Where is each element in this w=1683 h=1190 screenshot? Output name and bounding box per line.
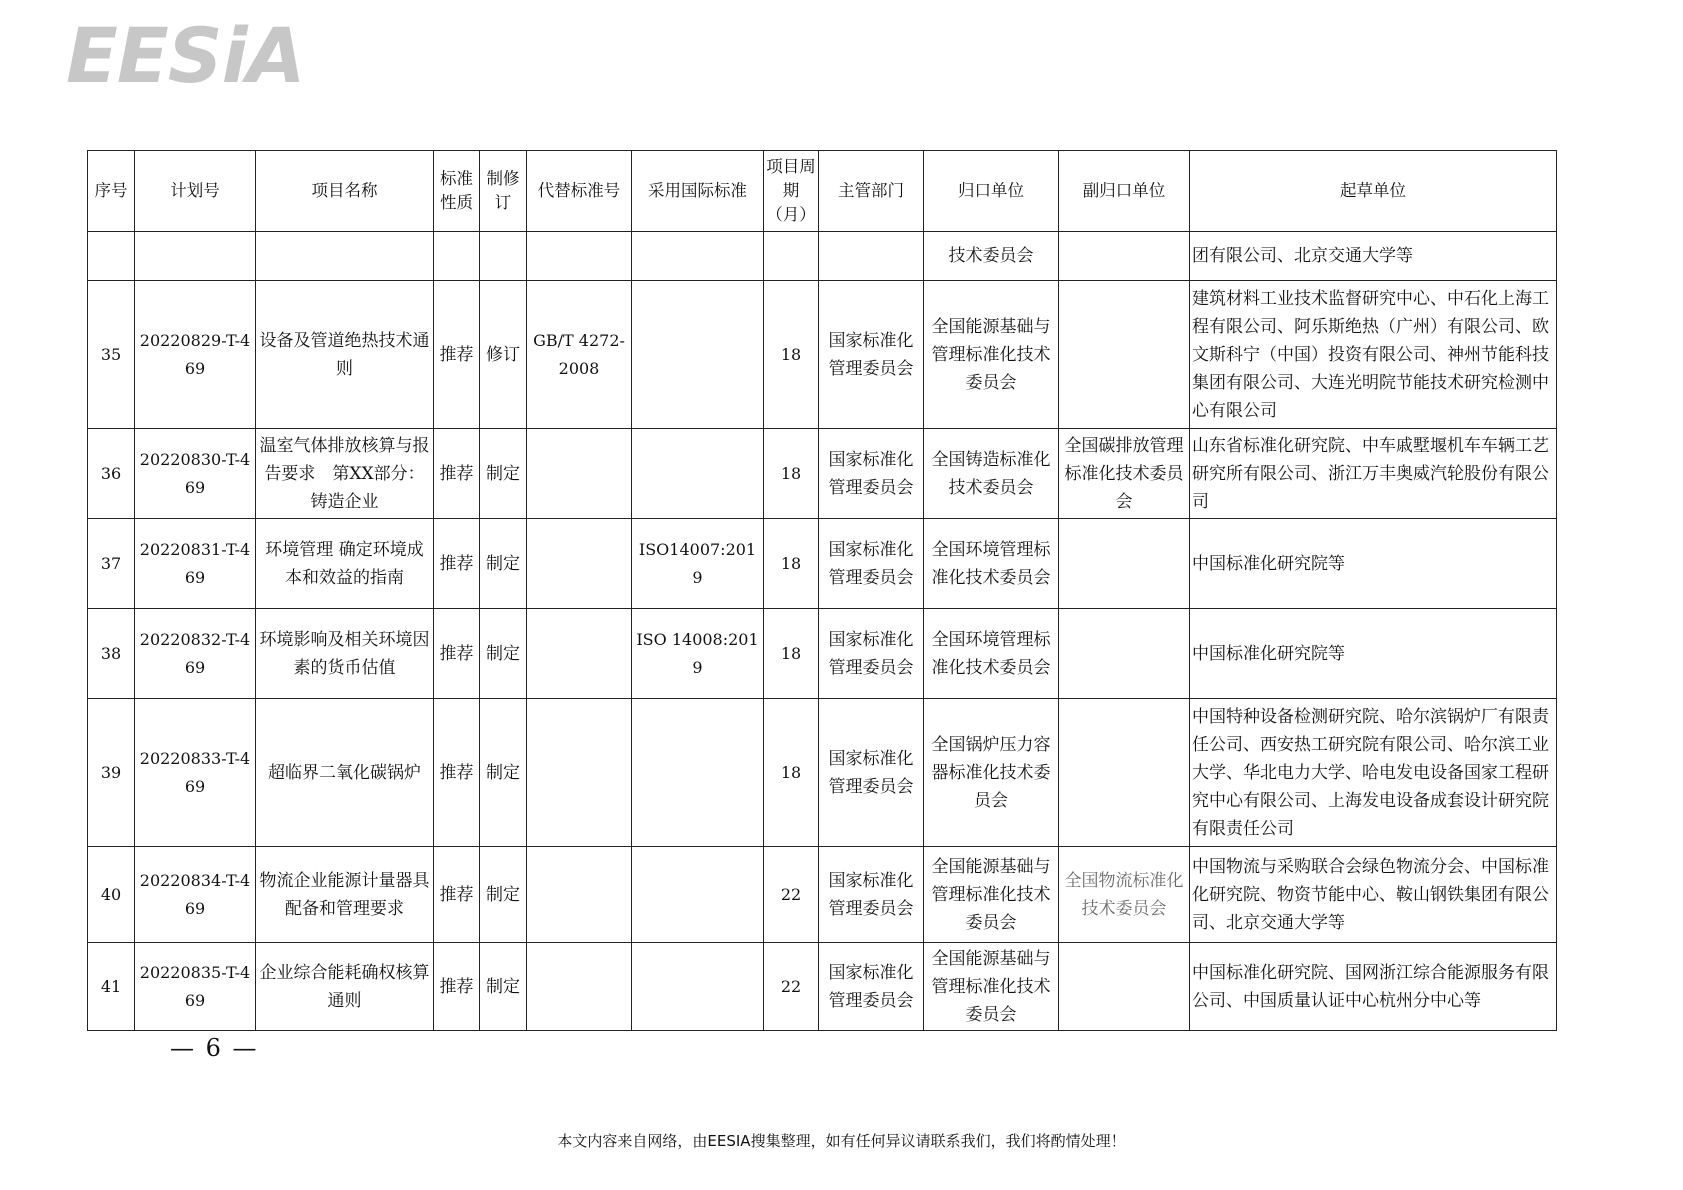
page-number: — 6 — xyxy=(170,1034,259,1062)
header-plan-number: 计划号 xyxy=(135,151,256,232)
cell-replaced-standard xyxy=(527,232,632,281)
cell-standard-nature: 推荐 xyxy=(434,281,480,429)
header-international-standard: 采用国际标准 xyxy=(632,151,764,232)
cell-plan-number xyxy=(135,232,256,281)
cell-drafting-units: 中国标准化研究院等 xyxy=(1190,609,1557,699)
cell-replaced-standard xyxy=(527,429,632,519)
cell-plan-number: 20220829-T-469 xyxy=(135,281,256,429)
cell-drafting-units: 中国标准化研究院、国网浙江综合能源服务有限公司、中国质量认证中心杭州分中心等 xyxy=(1190,943,1557,1031)
cell-standard-nature: 推荐 xyxy=(434,519,480,609)
cell-standard-nature: 推荐 xyxy=(434,609,480,699)
cell-project-cycle: 18 xyxy=(764,699,819,847)
cell-project-name: 环境影响及相关环境因素的货币估值 xyxy=(256,609,434,699)
header-project-cycle: 项目周期（月） xyxy=(764,151,819,232)
cell-international-standard xyxy=(632,943,764,1031)
cell-drafting-units: 中国物流与采购联合会绿色物流分会、中国标准化研究院、物资节能中心、鞍山钢铁集团有限公司、北京交通大学等 xyxy=(1190,847,1557,943)
cell-revision-type: 制定 xyxy=(480,609,527,699)
cell-seq xyxy=(88,232,135,281)
header-competent-department: 主管部门 xyxy=(819,151,924,232)
cell-deputy-unit: 全国碳排放管理标准化技术委员会 xyxy=(1059,429,1190,519)
cell-drafting-units: 中国特种设备检测研究院、哈尔滨锅炉厂有限责任公司、西安热工研究院有限公司、哈尔滨工业大学、华北电力大学、哈电发电设备国家工程研究中心有限公司、上海发电设备成套设计研究院有限责任公司 xyxy=(1190,699,1557,847)
cell-deputy-unit xyxy=(1059,609,1190,699)
cell-seq: 37 xyxy=(88,519,135,609)
cell-responsible-unit: 技术委员会 xyxy=(924,232,1059,281)
cell-deputy-unit xyxy=(1059,699,1190,847)
cell-project-name: 企业综合能耗确权核算通则 xyxy=(256,943,434,1031)
cell-responsible-unit: 全国环境管理标准化技术委员会 xyxy=(924,609,1059,699)
table-row-41 xyxy=(88,943,1557,1031)
cell-project-name: 超临界二氧化碳锅炉 xyxy=(256,699,434,847)
cell-seq: 38 xyxy=(88,609,135,699)
header-deputy-unit: 副归口单位 xyxy=(1059,151,1190,232)
cell-international-standard: ISO14007:2019 xyxy=(632,519,764,609)
table-row-35 xyxy=(88,281,1557,429)
cell-standard-nature: 推荐 xyxy=(434,847,480,943)
cell-international-standard xyxy=(632,281,764,429)
header-responsible-unit: 归口单位 xyxy=(924,151,1059,232)
cell-project-name xyxy=(256,232,434,281)
cell-replaced-standard xyxy=(527,699,632,847)
cell-standard-nature: 推荐 xyxy=(434,429,480,519)
cell-drafting-units: 中国标准化研究院等 xyxy=(1190,519,1557,609)
cell-competent-department: 国家标准化管理委员会 xyxy=(819,699,924,847)
cell-international-standard: ISO 14008:2019 xyxy=(632,609,764,699)
cell-responsible-unit: 全国能源基础与管理标准化技术委员会 xyxy=(924,847,1059,943)
cell-seq: 41 xyxy=(88,943,135,1031)
cell-international-standard xyxy=(632,429,764,519)
eesia-logo: EESiA xyxy=(66,11,305,100)
cell-deputy-unit xyxy=(1059,232,1190,281)
footer-disclaimer: 本文内容来自网络，由EESIA搜集整理，如有任何异议请联系我们，我们将酌情处理！ xyxy=(557,1132,1126,1150)
cell-revision-type: 制定 xyxy=(480,429,527,519)
table-row-continued xyxy=(88,232,1557,281)
header-revision-type: 制修订 xyxy=(480,151,527,232)
cell-revision-type xyxy=(480,232,527,281)
cell-revision-type: 制定 xyxy=(480,519,527,609)
cell-project-name: 环境管理 确定环境成本和效益的指南 xyxy=(256,519,434,609)
cell-plan-number: 20220835-T-469 xyxy=(135,943,256,1031)
table-row-39 xyxy=(88,699,1557,847)
cell-project-name: 设备及管道绝热技术通则 xyxy=(256,281,434,429)
cell-seq: 40 xyxy=(88,847,135,943)
cell-responsible-unit: 全国能源基础与管理标准化技术委员会 xyxy=(924,943,1059,1031)
cell-deputy-unit xyxy=(1059,943,1190,1031)
cell-replaced-standard xyxy=(527,943,632,1031)
cell-revision-type: 制定 xyxy=(480,943,527,1031)
cell-competent-department: 国家标准化管理委员会 xyxy=(819,281,924,429)
cell-plan-number: 20220830-T-469 xyxy=(135,429,256,519)
cell-drafting-units: 团有限公司、北京交通大学等 xyxy=(1190,232,1557,281)
cell-project-cycle: 18 xyxy=(764,429,819,519)
cell-seq: 36 xyxy=(88,429,135,519)
cell-project-name: 温室气体排放核算与报告要求 第XX部分：铸造企业 xyxy=(256,429,434,519)
cell-project-cycle: 18 xyxy=(764,281,819,429)
cell-replaced-standard: GB/T 4272-2008 xyxy=(527,281,632,429)
cell-replaced-standard xyxy=(527,519,632,609)
cell-competent-department: 国家标准化管理委员会 xyxy=(819,847,924,943)
cell-deputy-unit xyxy=(1059,281,1190,429)
table-header-row xyxy=(88,151,1557,232)
cell-plan-number: 20220834-T-469 xyxy=(135,847,256,943)
table-row-38 xyxy=(88,609,1557,699)
cell-drafting-units: 建筑材料工业技术监督研究中心、中石化上海工程有限公司、阿乐斯绝热（广州）有限公司、欧文斯科宁（中国）投资有限公司、神州节能科技集团有限公司、大连光明院节能技术研究检测中心有限公司 xyxy=(1190,281,1557,429)
cell-plan-number: 20220832-T-469 xyxy=(135,609,256,699)
cell-responsible-unit: 全国铸造标准化技术委员会 xyxy=(924,429,1059,519)
cell-competent-department xyxy=(819,232,924,281)
cell-drafting-units: 山东省标准化研究院、中车戚墅堰机车车辆工艺研究所有限公司、浙江万丰奥威汽轮股份有限公司 xyxy=(1190,429,1557,519)
cell-plan-number: 20220831-T-469 xyxy=(135,519,256,609)
cell-international-standard xyxy=(632,699,764,847)
table-row-37 xyxy=(88,519,1557,609)
cell-international-standard xyxy=(632,232,764,281)
cell-seq: 39 xyxy=(88,699,135,847)
cell-project-name: 物流企业能源计量器具配备和管理要求 xyxy=(256,847,434,943)
cell-competent-department: 国家标准化管理委员会 xyxy=(819,519,924,609)
cell-project-cycle: 18 xyxy=(764,609,819,699)
header-project-name: 项目名称 xyxy=(256,151,434,232)
header-replaced-standard: 代替标准号 xyxy=(527,151,632,232)
cell-project-cycle: 22 xyxy=(764,847,819,943)
header-seq: 序号 xyxy=(88,151,135,232)
cell-revision-type: 制定 xyxy=(480,699,527,847)
cell-international-standard xyxy=(632,847,764,943)
cell-standard-nature xyxy=(434,232,480,281)
table-row-40 xyxy=(88,847,1557,943)
cell-competent-department: 国家标准化管理委员会 xyxy=(819,429,924,519)
cell-seq: 35 xyxy=(88,281,135,429)
cell-standard-nature: 推荐 xyxy=(434,699,480,847)
cell-replaced-standard xyxy=(527,847,632,943)
cell-responsible-unit: 全国锅炉压力容器标准化技术委员会 xyxy=(924,699,1059,847)
cell-replaced-standard xyxy=(527,609,632,699)
table-row-36 xyxy=(88,429,1557,519)
cell-responsible-unit: 全国能源基础与管理标准化技术委员会 xyxy=(924,281,1059,429)
cell-revision-type: 修订 xyxy=(480,281,527,429)
cell-project-cycle: 18 xyxy=(764,519,819,609)
cell-deputy-unit xyxy=(1059,519,1190,609)
cell-project-cycle xyxy=(764,232,819,281)
cell-responsible-unit: 全国环境管理标准化技术委员会 xyxy=(924,519,1059,609)
header-drafting-units: 起草单位 xyxy=(1190,151,1557,232)
cell-project-cycle: 22 xyxy=(764,943,819,1031)
cell-competent-department: 国家标准化管理委员会 xyxy=(819,943,924,1031)
standards-plan-table xyxy=(87,150,1557,1031)
header-standard-nature: 标准性质 xyxy=(434,151,480,232)
cell-competent-department: 国家标准化管理委员会 xyxy=(819,609,924,699)
cell-revision-type: 制定 xyxy=(480,847,527,943)
cell-deputy-unit: 全国物流标准化技术委员会 xyxy=(1059,847,1190,943)
cell-plan-number: 20220833-T-469 xyxy=(135,699,256,847)
cell-standard-nature: 推荐 xyxy=(434,943,480,1031)
